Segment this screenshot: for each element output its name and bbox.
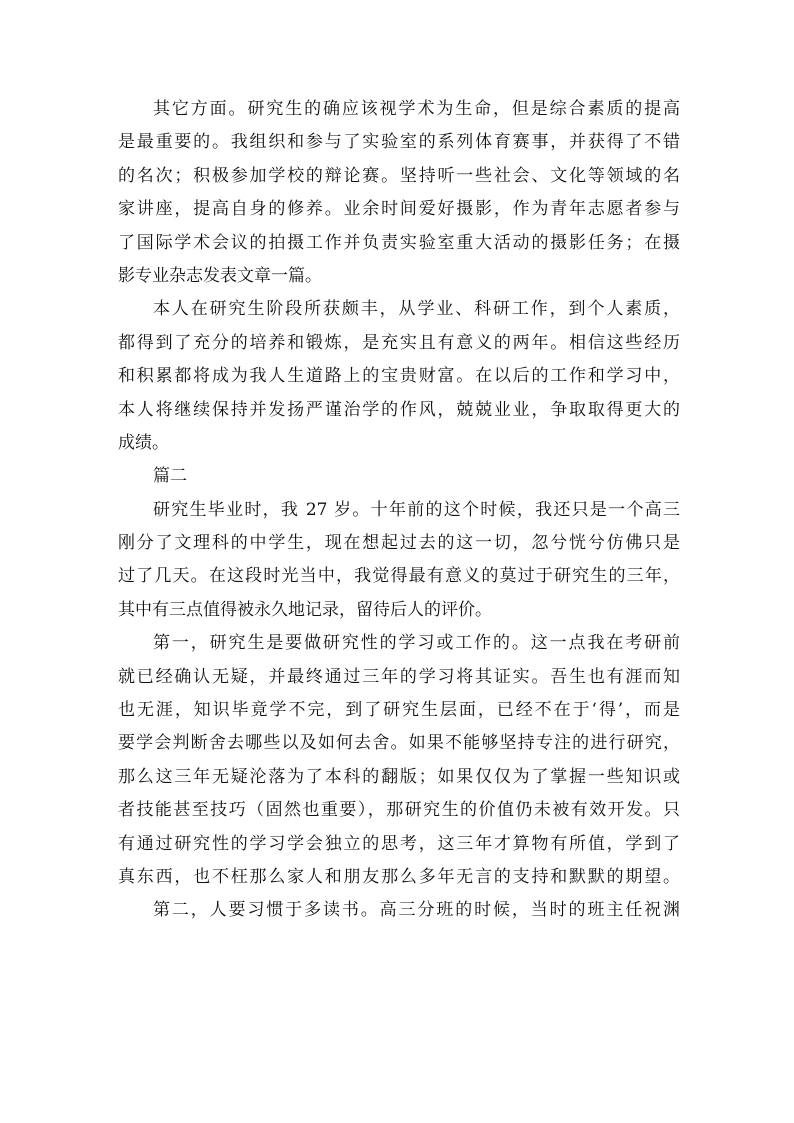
text-line: 有通过研究性的学习学会独立的思考，这三年才算物有所值，学到了 <box>118 833 680 854</box>
document-body <box>118 93 680 928</box>
text-line: 家讲座，提高自身的修养。业余时间爱好摄影，作为青年志愿者参与 <box>118 199 680 220</box>
paragraph-first-point <box>118 627 680 894</box>
paragraph-graduation <box>118 494 680 628</box>
text-line: 其它方面。研究生的确应该视学术为生命，但是综合素质的提高 <box>153 99 680 119</box>
text-line: 研究生毕业时，我 27 岁。十年前的这个时候，我还只是一个高三 <box>153 499 680 520</box>
text-line: 其中有三点值得被永久地记录，留待后人的评价。 <box>118 599 492 620</box>
text-line: 第一，研究生是要做研究性的学习或工作的。这一点我在考研前 <box>153 633 680 654</box>
text-line: 过了几天。在这段时光当中，我觉得最有意义的莫过于研究生的三年， <box>118 566 680 587</box>
text-line: 真东西，也不枉那么家人和朋友那么多年无言的支持和默默的期望。 <box>118 866 680 887</box>
text-line: 都得到了充分的培养和锻炼，是充实且有意义的两年。相信这些经历 <box>118 332 680 353</box>
paragraph-summary <box>118 293 680 460</box>
text-line: 那么这三年无疑沦落为了本科的翻版；如果仅仅为了掌握一些知识或 <box>118 766 680 787</box>
paragraph-second-point <box>118 894 680 927</box>
section-heading-part-two <box>118 460 680 493</box>
text-line: 是最重要的。我组织和参与了实验室的系列体育赛事，并获得了不错 <box>118 132 680 153</box>
text-line: 者技能甚至技巧（固然也重要），那研究生的价值仍未被有效开发。只 <box>118 800 680 821</box>
text-line: 本人将继续保持并发扬严谨治学的作风，兢兢业业，争取取得更大的 <box>118 399 680 420</box>
text-line: 第二，人要习惯于多读书。高三分班的时候，当时的班主任祝渊 <box>153 900 680 921</box>
text-line: 影专业杂志发表文章一篇。 <box>118 265 322 286</box>
text-line: 的名次；积极参加学校的辩论赛。坚持听一些社会、文化等领域的名 <box>118 165 680 186</box>
text-line: 成绩。 <box>118 432 169 453</box>
text-line: 和积累都将成为我人生道路上的宝贵财富。在以后的工作和学习中， <box>118 366 680 387</box>
text-line: 了国际学术会议的拍摄工作并负责实验室重大活动的摄影任务；在摄 <box>118 232 680 253</box>
text-line: 刚分了文理科的中学生，现在想起过去的这一切，忽兮恍兮仿佛只是 <box>118 533 680 554</box>
text-line: 就已经确认无疑，并最终通过三年的学习将其证实。吾生也有涯而知 <box>118 666 680 687</box>
text-line: 也无涯，知识毕竟学不完，到了研究生层面，已经不在于‘得’，而是 <box>118 700 680 721</box>
text-line: 本人在研究生阶段所获颇丰，从学业、科研工作，到个人素质， <box>153 299 680 320</box>
section-heading: 篇二 <box>153 466 187 487</box>
paragraph-other-aspects <box>118 93 680 293</box>
text-line: 要学会判断舍去哪些以及如何去舍。如果不能够坚持专注的进行研究， <box>118 733 680 754</box>
